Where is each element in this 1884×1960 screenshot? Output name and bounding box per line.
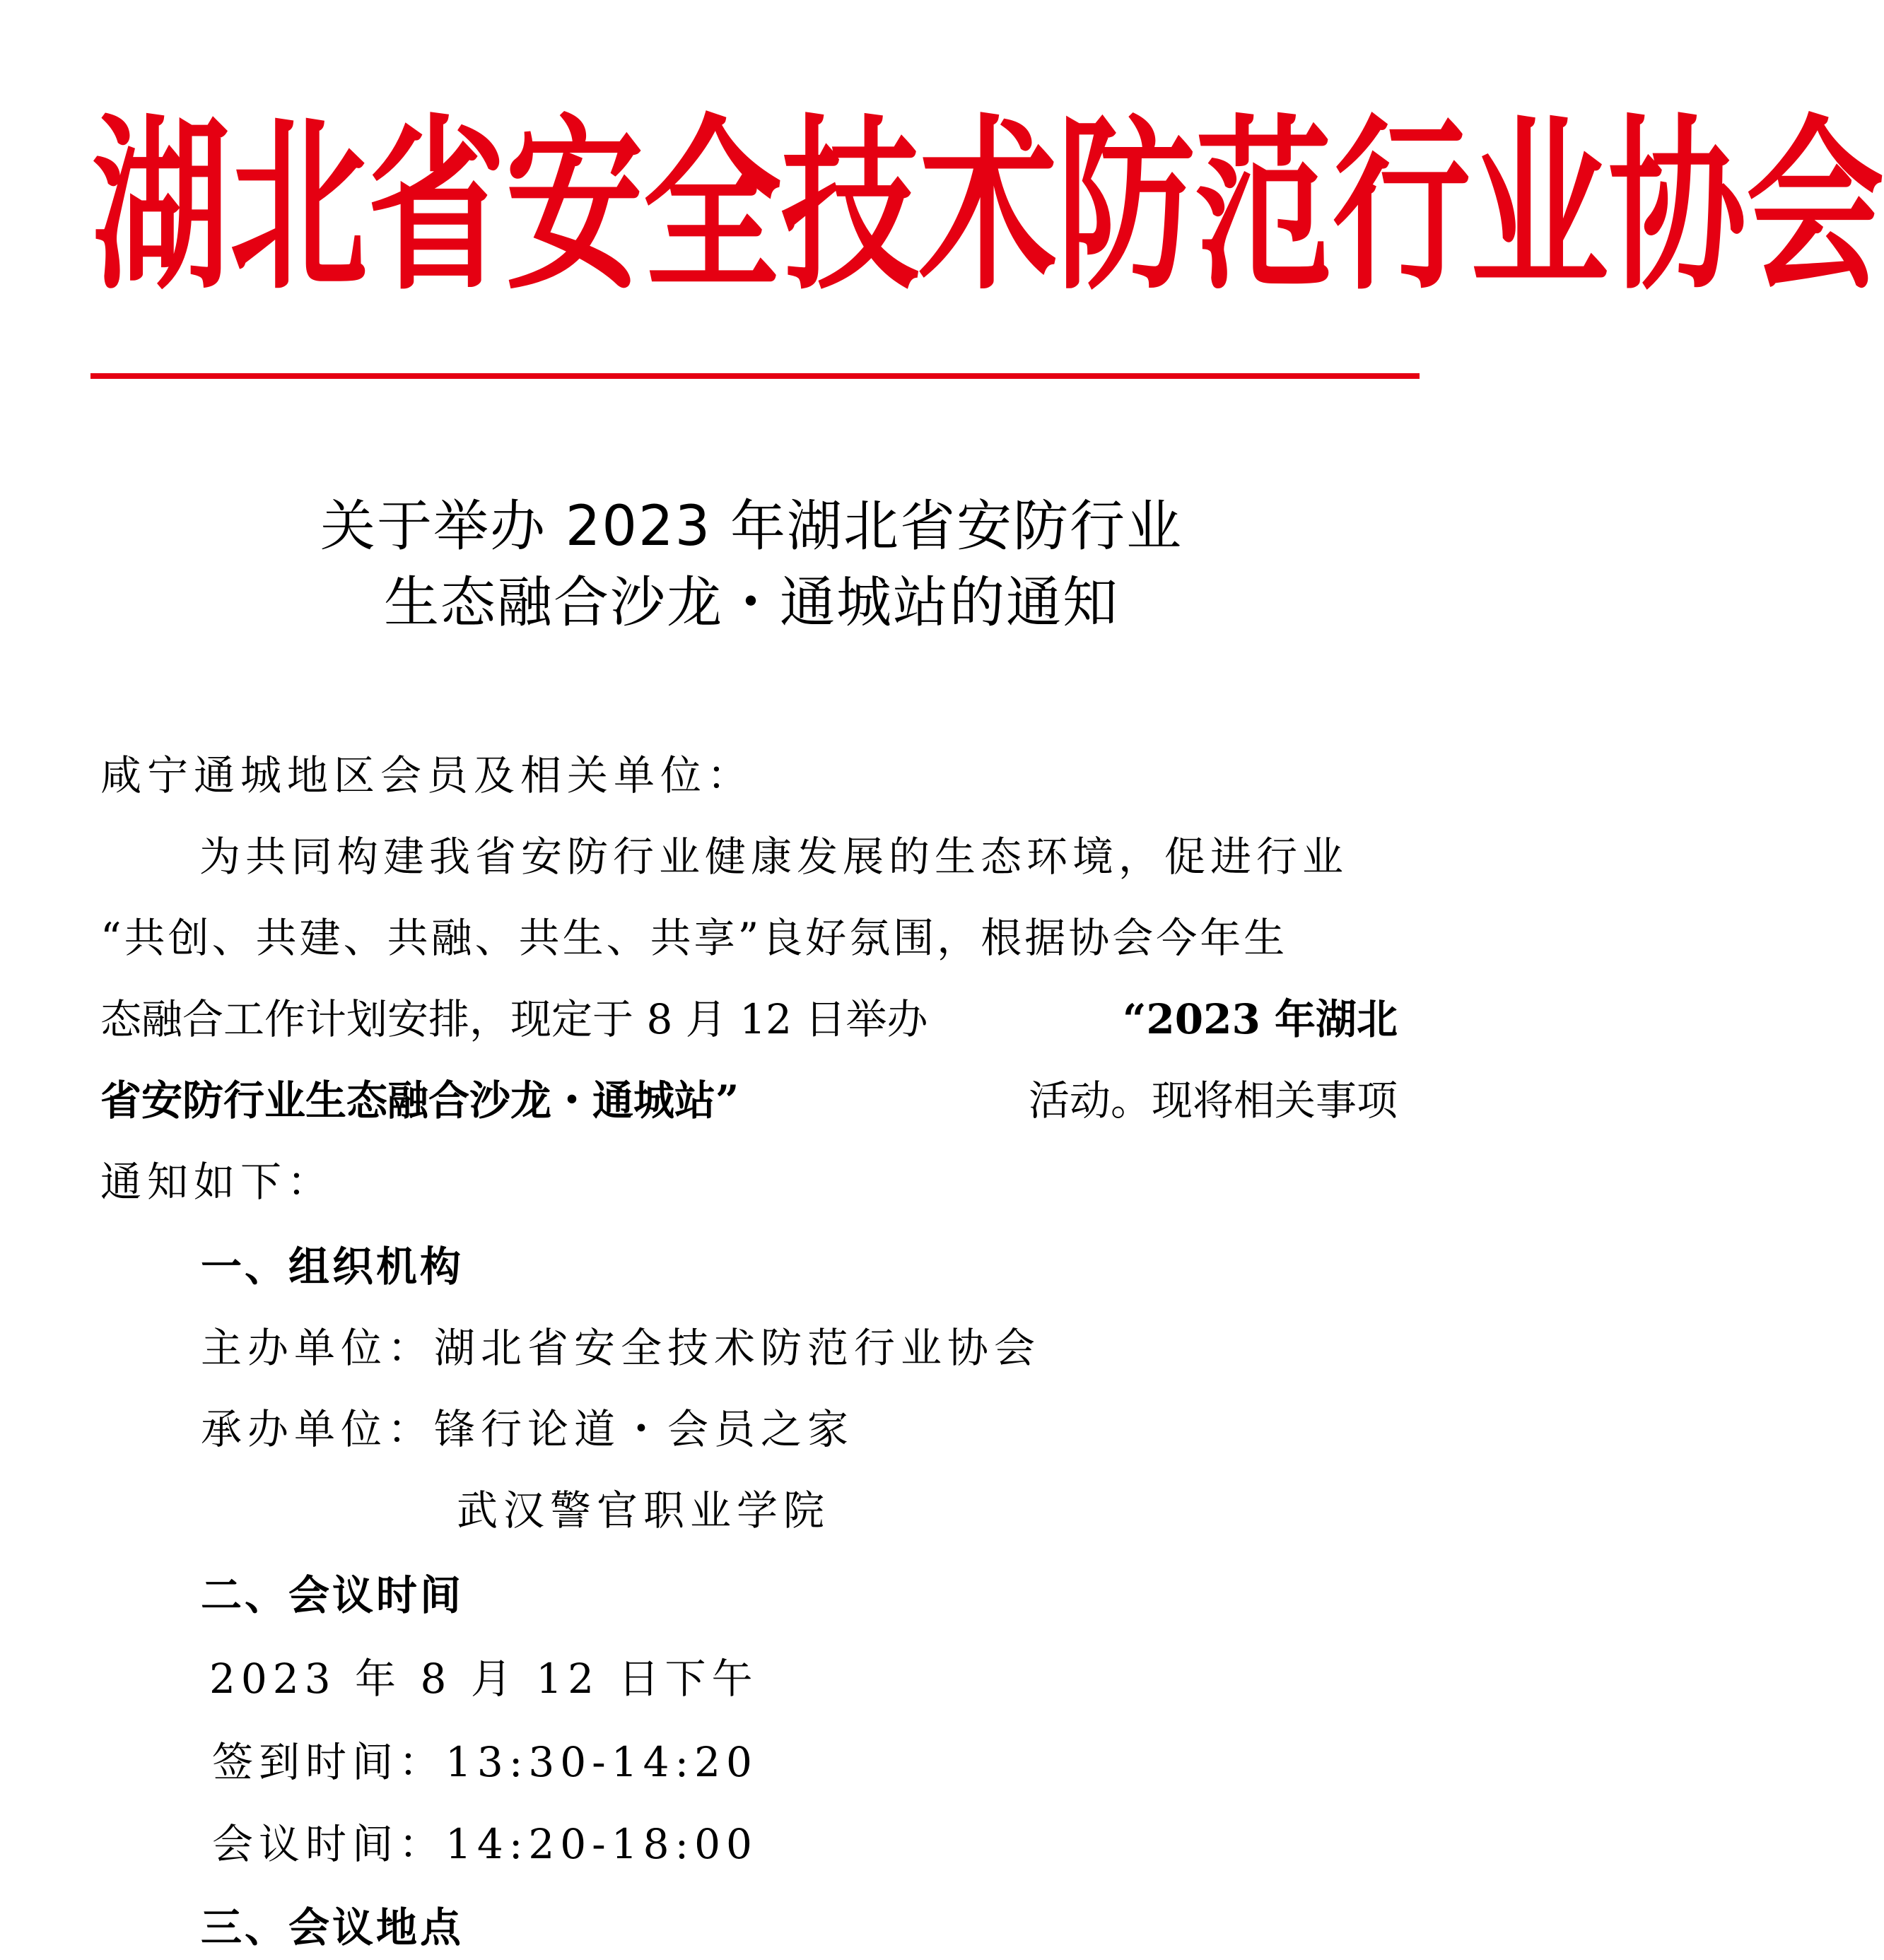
host-value: 湖北省安全技术防范行业协会 [434, 1324, 1041, 1372]
paragraph-line-5: 通知如下： [100, 1158, 334, 1206]
paragraph-line-2: “共创、共建、共融、共生、共享”良好氛围，根据协会今年生 [100, 914, 1288, 962]
section-heading-location: 三、会议地点 [201, 1903, 464, 1952]
paragraph-line-3-text: 态融合工作计划安排，现定于 8 月 12 日举办 [100, 995, 928, 1043]
masthead-char: 术 [919, 98, 1057, 315]
masthead-title [92, 48, 1884, 334]
masthead-char: 全 [643, 98, 781, 315]
organizer-value-1: 锋行论道・会员之家 [434, 1405, 855, 1453]
masthead-char: 省 [368, 98, 505, 315]
masthead-char: 行 [1333, 98, 1470, 315]
notice-title-line-2: 生态融合沙龙・通城站的通知 [383, 571, 1119, 635]
masthead-char: 防 [1057, 98, 1195, 315]
masthead-char: 技 [781, 98, 919, 315]
host-row [201, 1315, 1041, 1374]
checkin-row [212, 1729, 758, 1788]
masthead-char: 业 [1470, 98, 1608, 315]
checkin-label: 签到时间： [212, 1738, 446, 1786]
event-name-part-1: “2023 年湖北 [1123, 995, 1398, 1043]
masthead-rule [90, 373, 1420, 379]
meeting-date: 2023 年 8 月 12 日下午 [209, 1655, 759, 1703]
masthead-char: 安 [505, 98, 643, 315]
organizer-value-2: 武汉警官职业学院 [457, 1486, 831, 1534]
host-label: 主办单位： [201, 1324, 435, 1372]
meeting-time-value: 14:20-18:00 [445, 1820, 758, 1868]
masthead-char: 范 [1195, 98, 1333, 315]
section-heading-organization: 一、组织机构 [201, 1243, 464, 1291]
organizer-row [201, 1396, 854, 1455]
checkin-value: 13:30-14:20 [445, 1738, 758, 1786]
section-heading-time: 二、会议时间 [201, 1571, 464, 1619]
paragraph-line-1: 为共同构建我省安防行业健康发展的生态环境，促进行业 [199, 833, 1349, 881]
meeting-time-row [212, 1811, 758, 1870]
meeting-time-label: 会议时间： [212, 1820, 446, 1868]
event-name-part-2: 省安防行业生态融合沙龙・通城站” [100, 1076, 739, 1125]
salutation: 咸宁通城地区会员及相关单位： [100, 751, 754, 799]
masthead-char: 协 [1608, 98, 1746, 315]
masthead-char: 湖 [92, 98, 230, 315]
paragraph-line-3 [100, 986, 1398, 1045]
masthead-char: 会 [1746, 98, 1884, 315]
organizer-label: 承办单位： [201, 1405, 435, 1453]
notice-title-line-1: 关于举办 2023 年湖北省安防行业 [320, 495, 1183, 558]
paragraph-line-4 [100, 1067, 1398, 1127]
masthead-char: 北 [230, 98, 368, 315]
paragraph-line-4-text: 活动。现将相关事项 [1028, 1076, 1398, 1125]
